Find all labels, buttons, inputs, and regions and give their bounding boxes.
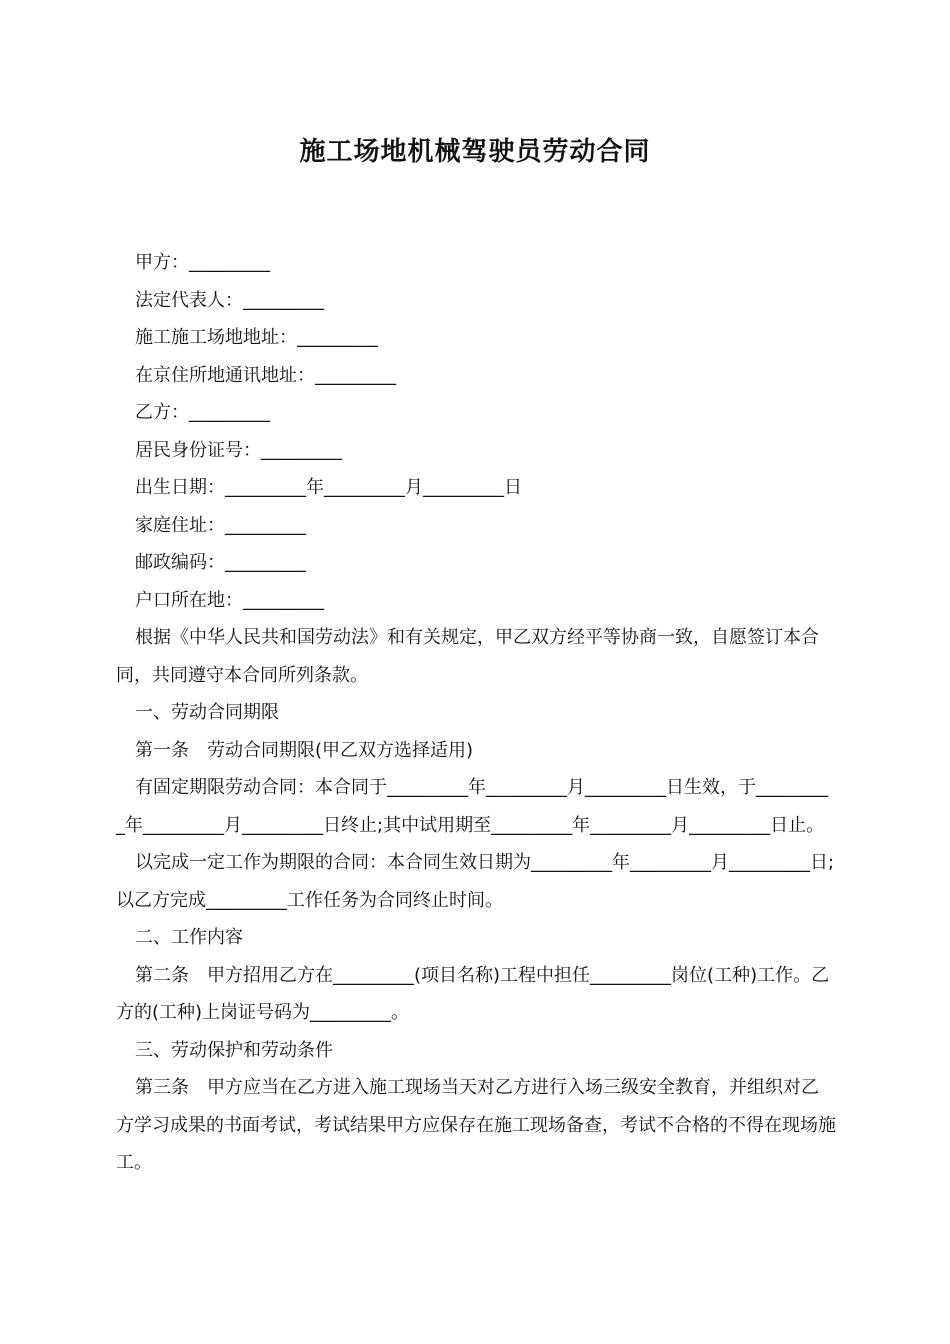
- field-home-address: 家庭住址：_________: [135, 514, 306, 536]
- section-heading-2: 二、工作内容: [135, 927, 243, 948]
- document-title: 施工场地机械驾驶员劳动合同: [299, 137, 651, 167]
- article-1: 第一条 劳动合同期限(甲乙双方选择适用): [135, 739, 474, 761]
- field-postal-code: 邮政编码：_________: [135, 552, 306, 573]
- paragraph-fixed-term: 有固定期限劳动合同：本合同于_________年_________月_________日生效，于_________年_________月_________日终止;其中试用期至_________年_________月_________日止。: [116, 777, 828, 836]
- field-id-number: 居民身份证号：_________: [135, 439, 342, 461]
- field-legal-representative: 法定代表人：_________: [135, 289, 324, 311]
- field-household-registration: 户口所在地：_________: [135, 589, 324, 611]
- paragraph-preamble: 根据《中华人民共和国劳动法》和有关规定，甲乙双方经平等协商一致，自愿签订本合同，共同遵守本合同所列条款。: [116, 627, 819, 686]
- article-2: 第二条 甲方招用乙方在_________(项目名称)工程中担任_________岗位(工种)工作。乙方的(工种)上岗证号码为_________。: [116, 964, 830, 1023]
- document-body: [116, 244, 836, 1182]
- section-heading-3: 三、劳动保护和劳动条件: [135, 1039, 333, 1061]
- field-site-address: 施工施工场地地址：_________: [135, 327, 378, 348]
- section-heading-1: 一、劳动合同期限: [135, 702, 279, 723]
- field-beijing-address: 在京住所地通讯地址：_________: [135, 364, 396, 386]
- field-party-a: 甲方：_________: [135, 252, 270, 273]
- article-3: 第三条 甲方应当在乙方进入施工现场当天对乙方进行入场三级安全教育，并组织对乙方学习成果的书面考试，考试结果甲方应保存在施工现场备查，考试不合格的不得在现场施工。: [116, 1077, 836, 1173]
- paragraph-task-term: 以完成一定工作为期限的合同：本合同生效日期为_________年_________月_________日;以乙方完成_________工作任务为合同终止时间。: [116, 852, 835, 911]
- field-birth-date: 出生日期：_________年_________月_________日: [135, 477, 522, 498]
- field-party-b: 乙方：_________: [135, 402, 270, 423]
